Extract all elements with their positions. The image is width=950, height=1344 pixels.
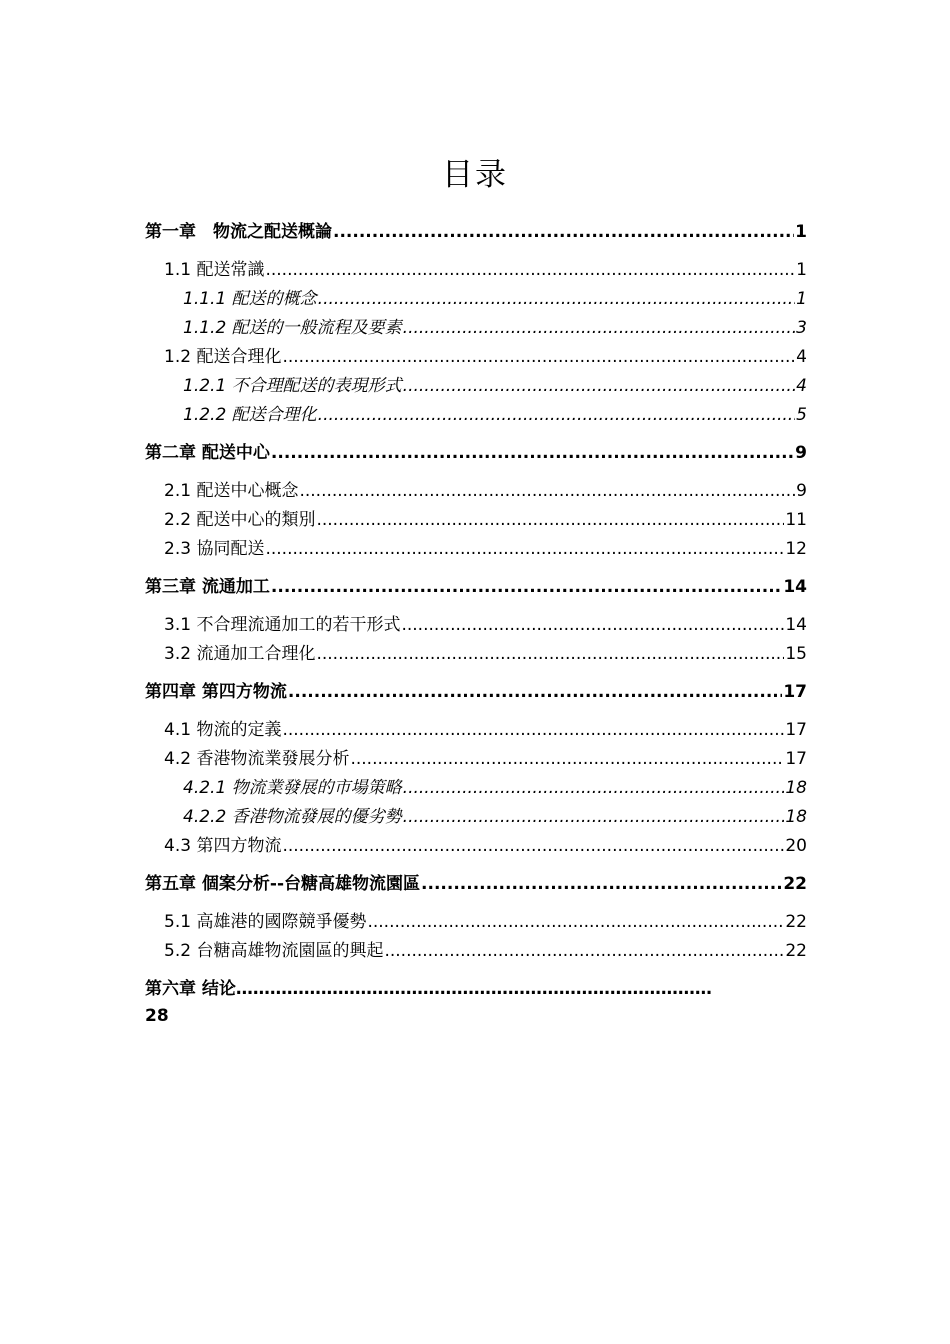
dot-leader [265, 537, 784, 561]
toc-entry-label: 1.2.1 不合理配送的表現形式 [183, 376, 402, 396]
toc-entry-subsection-1-2-2[interactable] [183, 403, 807, 427]
toc-entry-section-1-1[interactable] [164, 258, 807, 282]
toc-entry-page: 9 [796, 481, 807, 501]
toc-entry-section-4-2[interactable] [164, 747, 807, 771]
toc-entry-label: 5.1 高雄港的國際競爭優勢 [164, 912, 367, 932]
toc-entry-label: 第六章 结论 [145, 979, 236, 999]
toc-entry-subsection-4-2-2[interactable] [183, 805, 807, 829]
toc-entry-section-2-1[interactable] [164, 479, 807, 503]
toc-entry-page: 17 [785, 749, 807, 769]
toc-entry-page: 4 [796, 347, 807, 367]
toc-entry-section-5-1[interactable] [164, 910, 807, 934]
toc-entry-page: 1 [796, 289, 807, 309]
dot-leader [403, 374, 796, 398]
dot-leader [421, 872, 782, 896]
toc-entry-label: 1.2 配送合理化 [164, 347, 282, 367]
toc-title: 目录 [442, 157, 508, 193]
toc-entry-label: 第三章 流通加工 [145, 577, 270, 597]
toc-entry-chapter-5[interactable] [145, 872, 807, 896]
toc-entry-page: 22 [785, 912, 807, 932]
toc-entry-page: 20 [785, 836, 807, 856]
toc-entry-label: 4.2.2 香港物流發展的優劣勢 [183, 807, 402, 827]
toc-entry-section-3-2[interactable] [164, 642, 807, 666]
dot-leader [288, 680, 782, 704]
toc-entry-label: 2.2 配送中心的類別 [164, 510, 316, 530]
dot-leader [318, 403, 796, 427]
dot-leader [384, 939, 784, 963]
dot-leader [282, 718, 784, 742]
toc-entry-label: 第一章 物流之配送概論 [145, 222, 332, 242]
toc-entry-label: 4.1 物流的定義 [164, 720, 282, 740]
toc-entry-section-5-2[interactable] [164, 939, 807, 963]
toc-entry-page: 17 [785, 720, 807, 740]
toc-entry-label: 第二章 配送中心 [145, 443, 270, 463]
toc-entry-page: 3 [796, 318, 807, 338]
dot-leader [316, 508, 784, 532]
dot-leader [265, 258, 795, 282]
dot-leader [401, 613, 784, 637]
toc-entry-label: 3.1 不合理流通加工的若干形式 [164, 615, 401, 635]
toc-entry-section-4-3[interactable] [164, 834, 807, 858]
dot-leader [282, 345, 795, 369]
toc-entry-subsection-4-2-1[interactable] [183, 776, 807, 800]
toc-entry-page: 4 [796, 376, 807, 396]
toc-entry-page: 18 [785, 778, 807, 798]
toc-entry-page: 22 [785, 941, 807, 961]
toc-entry-page: 9 [795, 443, 807, 463]
toc-entry-page: 14 [783, 577, 807, 597]
toc-entry-page: 11 [785, 510, 807, 530]
toc-entry-page: 5 [796, 405, 807, 425]
toc-entry-label: 2.3 協同配送 [164, 539, 265, 559]
dot-leader [271, 441, 794, 465]
toc-entry-label: 2.1 配送中心概念 [164, 481, 299, 501]
dot-leader [271, 575, 782, 599]
toc-entry-page: 1 [796, 260, 807, 280]
dot-leader [318, 287, 796, 311]
dot-leader [403, 805, 785, 829]
toc-entry-label: 1.1.2 配送的一般流程及要素 [183, 318, 402, 338]
toc-entry-page: 22 [783, 874, 807, 894]
toc-entry-page: 14 [785, 615, 807, 635]
toc-entry-section-2-2[interactable] [164, 508, 807, 532]
dot-leader [403, 776, 785, 800]
toc-entry-chapter-1[interactable] [145, 220, 807, 244]
toc-entry-page: 1 [795, 222, 807, 242]
dot-leader [403, 316, 796, 340]
toc-entry-page: 28 [145, 1006, 169, 1026]
toc-entry-label: 4.2.1 物流業發展的市場策略 [183, 778, 402, 798]
toc-entry-chapter-3[interactable] [145, 575, 807, 599]
toc-entry-label: 4.2 香港物流業發展分析 [164, 749, 350, 769]
toc-entry-section-3-1[interactable] [164, 613, 807, 637]
toc-entry-page: 18 [785, 807, 807, 827]
toc-entry-subsection-1-2-1[interactable] [183, 374, 807, 398]
toc-entry-label: 第五章 個案分析--台糖高雄物流園區 [145, 874, 421, 894]
dot-leader [316, 642, 784, 666]
toc-entry-page: 15 [785, 644, 807, 664]
toc-entry-section-1-2[interactable] [164, 345, 807, 369]
toc-entry-section-4-1[interactable] [164, 718, 807, 742]
toc-entry-label: 1.2.2 配送合理化 [183, 405, 317, 425]
toc-entry-page: 17 [783, 682, 807, 702]
toc-entry-section-2-3[interactable] [164, 537, 807, 561]
dot-leader [299, 479, 795, 503]
toc-entry-page: 12 [785, 539, 807, 559]
dot-leader [333, 220, 794, 244]
toc-entry-label: 5.2 台糖高雄物流園區的興起 [164, 941, 384, 961]
toc-entry-label: 第四章 第四方物流 [145, 682, 287, 702]
dot-leader [367, 910, 784, 934]
dot-leader [350, 747, 784, 771]
dot-leader [282, 834, 784, 858]
toc-entry-label: 1.1 配送常識 [164, 260, 265, 280]
toc-entry-chapter-2[interactable] [145, 441, 807, 465]
toc-entry-label: 3.2 流通加工合理化 [164, 644, 316, 664]
toc-entry-subsection-1-1-1[interactable] [183, 287, 807, 311]
toc-entry-chapter-6[interactable] [145, 976, 805, 1030]
toc-entry-label: 1.1.1 配送的概念 [183, 289, 317, 309]
toc-entry-chapter-4[interactable] [145, 680, 807, 704]
toc-entry-subsection-1-1-2[interactable] [183, 316, 807, 340]
ellipsis-leader: ………………………………………………………………………… [235, 979, 712, 999]
toc-entry-label: 4.3 第四方物流 [164, 836, 282, 856]
